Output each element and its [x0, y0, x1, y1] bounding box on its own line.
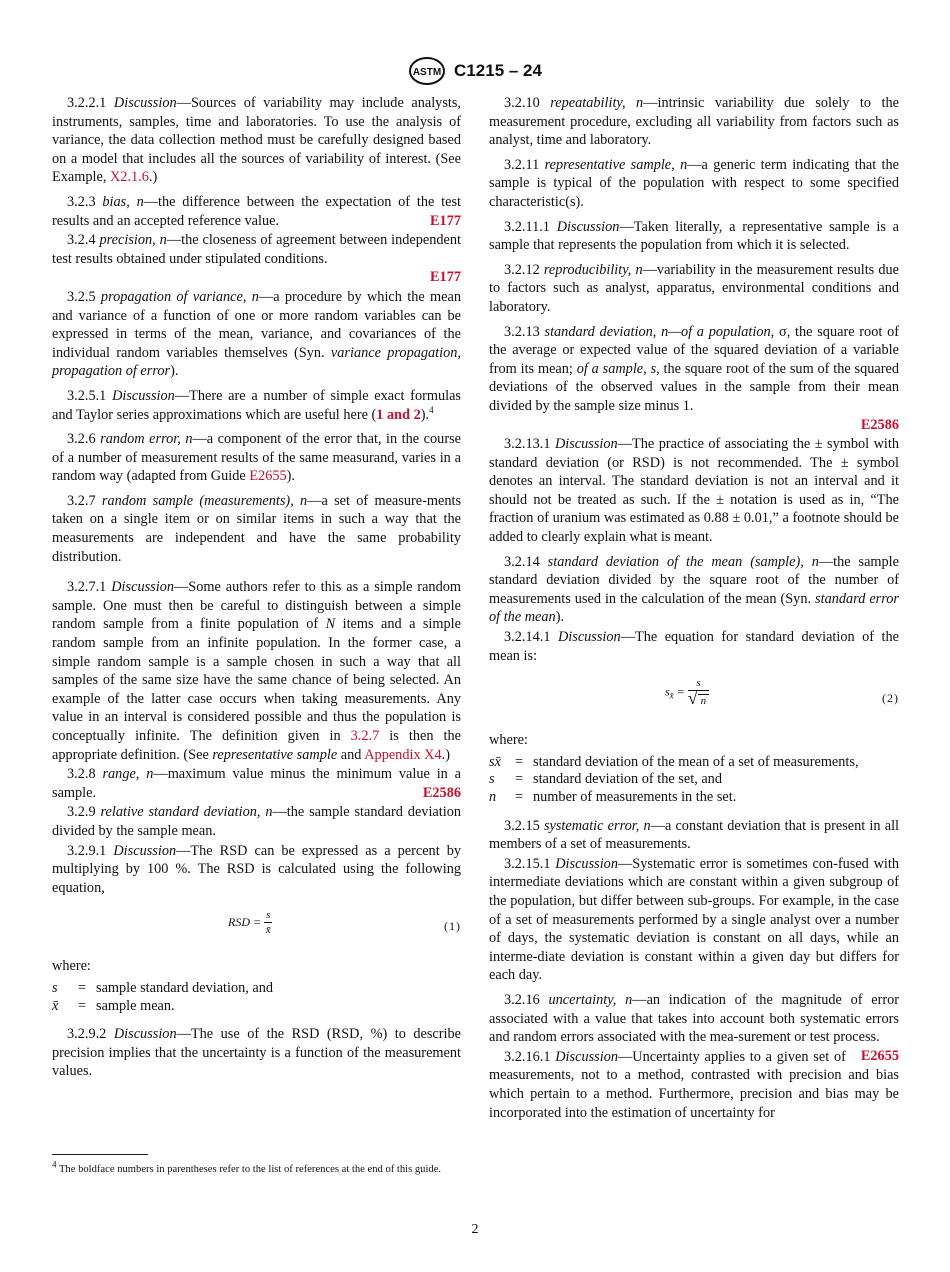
section-3-2-5-1: 3.2.5.1 Discussion—There are a number of simple exact formulas and Taylor series approximations which are useful here (1 and 2).$^4$	[52, 387, 461, 423]
std-ref-e2655[interactable]: E2655	[860, 1047, 899, 1064]
page-header	[0, 56, 950, 86]
definition-item: n = number of measurements in the set.	[489, 789, 737, 805]
footnote-divider	[52, 1154, 148, 1155]
definition-item: s = standard deviation of the set, and	[489, 771, 722, 788]
section-3-2-16: 3.2.16 uncertainty, n—an indication of the magnitude of error associated with a value that takes into account both systematic errors and random errors associated with the mea-surement or test process. E2655	[489, 991, 900, 1064]
section-3-2-3: 3.2.3 bias, n—the difference between the expectation of the test results and an accepted reference value. E177	[52, 193, 461, 229]
footnote: $^4$ The boldface numbers in parentheses refer to the list of references at the end of this guide.	[52, 1159, 442, 1175]
std-ref-e177[interactable]: E177	[430, 269, 461, 286]
std-ref-e2586[interactable]: E2586	[422, 784, 461, 801]
section-3-2-13-1: 3.2.13.1 Discussion—The practice of associating the ± symbol with standard deviation (or RSD) is not recommended. The ± symbol denotes an interval. The standard deviation is not an interval and it should not be treated as such. If the ± notation is used as in, “The fraction of uranium was estimated as 0.88 ± 0.01,” a footnote should be added to clearly explain what is meant.	[489, 436, 899, 546]
std-ref-e177[interactable]: E177	[430, 212, 461, 229]
definition-item: s = sample standard deviation, and	[52, 979, 274, 996]
section-3-2-15: 3.2.15 systematic error, n—a constant deviation that is present in all members of a set of measurements.	[489, 817, 900, 853]
link-e2655[interactable]: E2655	[249, 468, 287, 485]
page-number: 2	[471, 1222, 479, 1237]
section-3-2-9-1: 3.2.9.1 Discussion—The RSD can be expressed as a percent by multiplying by 100 %. The RSD is calculated using the following equation,	[52, 842, 461, 896]
definition-list	[489, 754, 899, 807]
section-3-2-6: 3.2.6 random error, n—a component of the error that, in the course of a number of measurement results of the same measurand, varies in a random way (adapted from Guide E2655).	[52, 431, 461, 485]
section-3-2-16-1: 3.2.16.1 Discussion—Uncertainty applies to a given set of measurements, not to a method, contrasted with precision and bias which pertain to a method. Furthermore, precision and bias may be incorporated into the estimation of uncertainty for	[489, 1048, 899, 1121]
astm-logo-icon	[408, 56, 446, 86]
footnote-mark[interactable]: 4	[429, 404, 434, 415]
link-references-1-2[interactable]: 1 and 2	[376, 406, 421, 423]
section-3-2-8: 3.2.8 range, n—maximum value minus the minimum value in a sample. E2586	[52, 766, 462, 801]
section-3-2-7: 3.2.7 random sample (measurements), n—a set of measure-ments taken on a single item or on similar items in such a way that the measurements are independent and have the same probability distribution.	[52, 492, 462, 565]
section-3-2-4: 3.2.4 precision, n—the closeness of agreement between independent test results obtained under stipulated conditions. E177	[52, 232, 462, 286]
section-3-2-7-1: 3.2.7.1 Discussion—Some authors refer to this as a simple random sample. One must then be careful to distinguish between a simple random sample from a finite population of N items and a simple random sample from an infinite population. In the former case, a simple random sample is a sample chosen in such a way that all samples of the same size have the same chance of being selected. An example of the latter case occurs when taking measurements. Any value in an interval is considered possible and thus the population is conceptually infinite. The definition given in 3.2.7 is then the appropriate definition. (See representative sample and Appendix X4.)	[52, 579, 461, 763]
section-3-2-14-1: 3.2.14.1 Discussion—The equation for standard deviation of the mean is:	[489, 629, 899, 664]
section-3-2-9: 3.2.9 relative standard deviation, n—the sample standard deviation divided by the sample mean.	[52, 804, 462, 839]
where-label: where:	[52, 958, 91, 975]
definition-list	[52, 980, 461, 1015]
section-3-2-13: 3.2.13 standard deviation, n—of a population, σ, the square root of the average or expected value of the squared deviation of a variable from its mean; of a sample, s, the square root of the sum of the squared deviations of the observed values in the sample from their mean divided by the sample size minus 1. E2586	[489, 323, 899, 433]
section-3-2-11: 3.2.11 representative sample, n—a generic term indicating that the sample is typical of the population with respect to some specified characteristic(s).	[489, 156, 899, 210]
where-label: where:	[489, 732, 528, 749]
definition-item: x̄ = sample mean.	[52, 997, 175, 1014]
section-3-2-10: 3.2.10 repeatability, n—intrinsic variability due solely to the measurement procedure, excluding all variability from factors such as analyst, time and laboratory.	[489, 95, 899, 149]
right-column	[489, 94, 899, 1128]
section-3-2-14: 3.2.14 standard deviation of the mean (sample), n—the sample standard deviation divided by the square root of the number of measurements used in the calculation of the mean (Syn. standard error of the mean).	[489, 553, 899, 626]
equation-2: $s_{x̄}$ = $\frac{s}{√ n}$ (2)	[665, 677, 899, 709]
link-x2-1-6[interactable]: X2.1.6	[109, 169, 149, 186]
left-column	[52, 94, 461, 1087]
definition-item: sx̄ = standard deviation of the mean of a set of measurements,	[489, 753, 859, 770]
svg-text:ASTM: ASTM	[412, 67, 442, 78]
section-3-2-9-2: 3.2.9.2 Discussion—The use of the RSD (RSD, %) to describe precision implies that the uncertainty is a function of the measurement values.	[52, 1026, 461, 1080]
section-3-2-5: 3.2.5 propagation of variance, n—a procedure by which the mean and variance of a function of one or more random variables can be expressed in terms of the mean, variance, and covariances of the individual random variables themselves (Syn. variance propagation, propagation of error).	[52, 288, 461, 380]
section-3-2-2-1: 3.2.2.1 Discussion—Sources of variability may include analysts, instruments, samples, time and laboratories. To use the analysis of variance, the data collection method must be carefully designed based on a model that includes all the sources of variability of interest. (See Example, X2.1.6.)	[52, 95, 461, 186]
document-id: C1215 – 24	[454, 61, 542, 80]
equation-1: RSD = $\frac{s}{x̄}$ (1)	[228, 909, 461, 937]
equation-number: (2)	[882, 691, 899, 706]
equation-number: (1)	[444, 919, 461, 934]
section-3-2-11-1: 3.2.11.1 Discussion—Taken literally, a representative sample is a sample that represents the population from which it is selected.	[489, 218, 899, 254]
section-3-2-12: 3.2.12 reproducibility, n—variability in the measurement results due to factors such as analyst, apparatus, environmental conditions and laboratory.	[489, 261, 900, 315]
section-3-2-15-1: 3.2.15.1 Discussion—Systematic error is sometimes con-fused with intermediate deviations which are constant within a given subgroup of the population, but differ between sub-groups. For example, in the case of a set of measurements performed by a single analyst over a number of days, the systematic deviation is constant on all days, while an interme-diate deviation is constant within a given day but differs for each day.	[489, 855, 899, 984]
std-ref-e2586[interactable]: E2586	[860, 416, 899, 433]
link-appendix-x4[interactable]: Appendix X4	[364, 746, 442, 763]
link-3-2-7[interactable]: 3.2.7	[350, 728, 380, 744]
